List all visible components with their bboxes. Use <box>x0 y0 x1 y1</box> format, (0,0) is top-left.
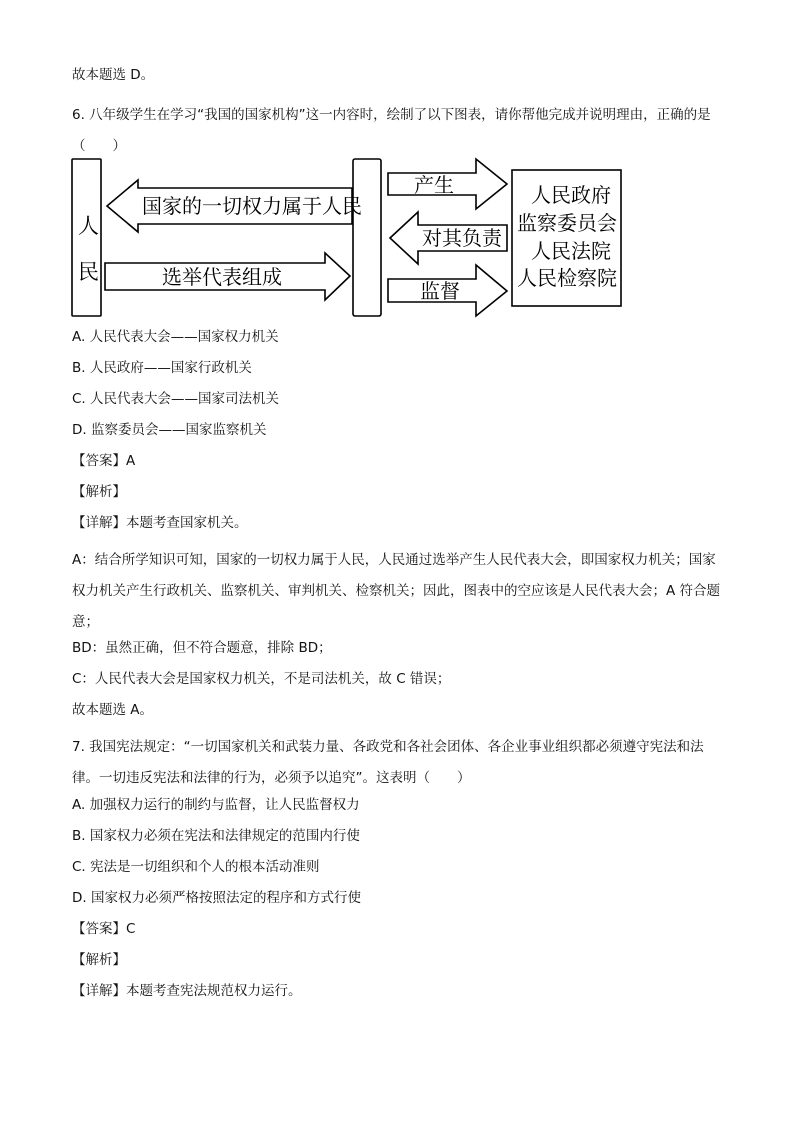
q6-option-a: A. 人民代表大会——国家权力机关 <box>72 329 279 345</box>
organ-supervisory-commission: 监察委员会 <box>517 211 617 235</box>
organ-court: 人民法院 <box>531 239 611 263</box>
q6-explain-a: A：结合所学知识可知，国家的一切权力属于人民，人民通过选举产生人民代表大会，即国家权力机关；国家权力机关产生行政机关、监察机关、审判机关、检察机关；因此，图表中的空应该是人民代表大会；A 符合题意； <box>72 552 721 630</box>
q7-analysis-heading: 【解析】 <box>72 952 126 968</box>
q7-answer: 【答案】C <box>72 921 136 937</box>
q7-option-b: B. 国家权力必须在宪法和法律规定的范围内行使 <box>72 828 360 844</box>
q6-analysis-heading: 【解析】 <box>72 484 126 500</box>
q6-detail: 【详解】本题考查国家机关。 <box>72 515 248 531</box>
q7-option-d: D. 国家权力必须严格按照法定的程序和方式行使 <box>72 890 361 906</box>
diagram-shapes <box>70 156 630 320</box>
people-label: 人民 <box>78 214 99 284</box>
q7-option-a: A. 加强权力运行的制约与监督，让人民监督权力 <box>72 797 360 813</box>
question-7-stem: 7. 我国宪法规定：“一切国家机关和武装力量、各政党和各社会团体、各企业事业组织都必须遵守宪法和法律。一切违反宪法和法律的行为，必须予以追究”。这表明（ ） <box>72 739 704 786</box>
q6-option-c: C. 人民代表大会——国家司法机关 <box>72 391 280 407</box>
q6-answer: 【答案】A <box>72 453 136 469</box>
organ-government: 人民政府 <box>531 183 611 207</box>
q6-conclusion: 故本题选 A。 <box>72 702 154 718</box>
previous-answer-conclusion: 故本题选 D。 <box>72 67 155 83</box>
q6-option-d: D. 监察委员会——国家监察机关 <box>72 422 267 438</box>
q6-explain-bd: BD：虽然正确，但不符合题意，排除 BD； <box>72 640 332 656</box>
arrow-label-elect: 选举代表组成 <box>162 265 282 289</box>
q6-explain-c: C：人民代表大会是国家权力机关，不是司法机关，故 C 错误； <box>72 671 451 687</box>
q7-detail: 【详解】本题考查宪法规范权力运行。 <box>72 983 302 999</box>
arrow-label-responsible: 对其负责 <box>422 226 502 250</box>
question-6-stem: 6. 八年级学生在学习“我国的国家机构”这一内容时，绘制了以下图表，请你帮他完成并说明理由，正确的是（ ） <box>72 107 711 154</box>
q6-option-b: B. 人民政府——国家行政机关 <box>72 360 252 376</box>
state-organs-diagram <box>70 156 630 320</box>
q7-option-c: C. 宪法是一切组织和个人的根本活动准则 <box>72 859 320 875</box>
organ-procuratorate: 人民检察院 <box>517 266 617 290</box>
arrow-label-power-belongs: 国家的一切权力属于人民 <box>142 194 362 218</box>
arrow-label-supervise: 监督 <box>420 279 460 303</box>
arrow-label-produce: 产生 <box>414 173 454 197</box>
